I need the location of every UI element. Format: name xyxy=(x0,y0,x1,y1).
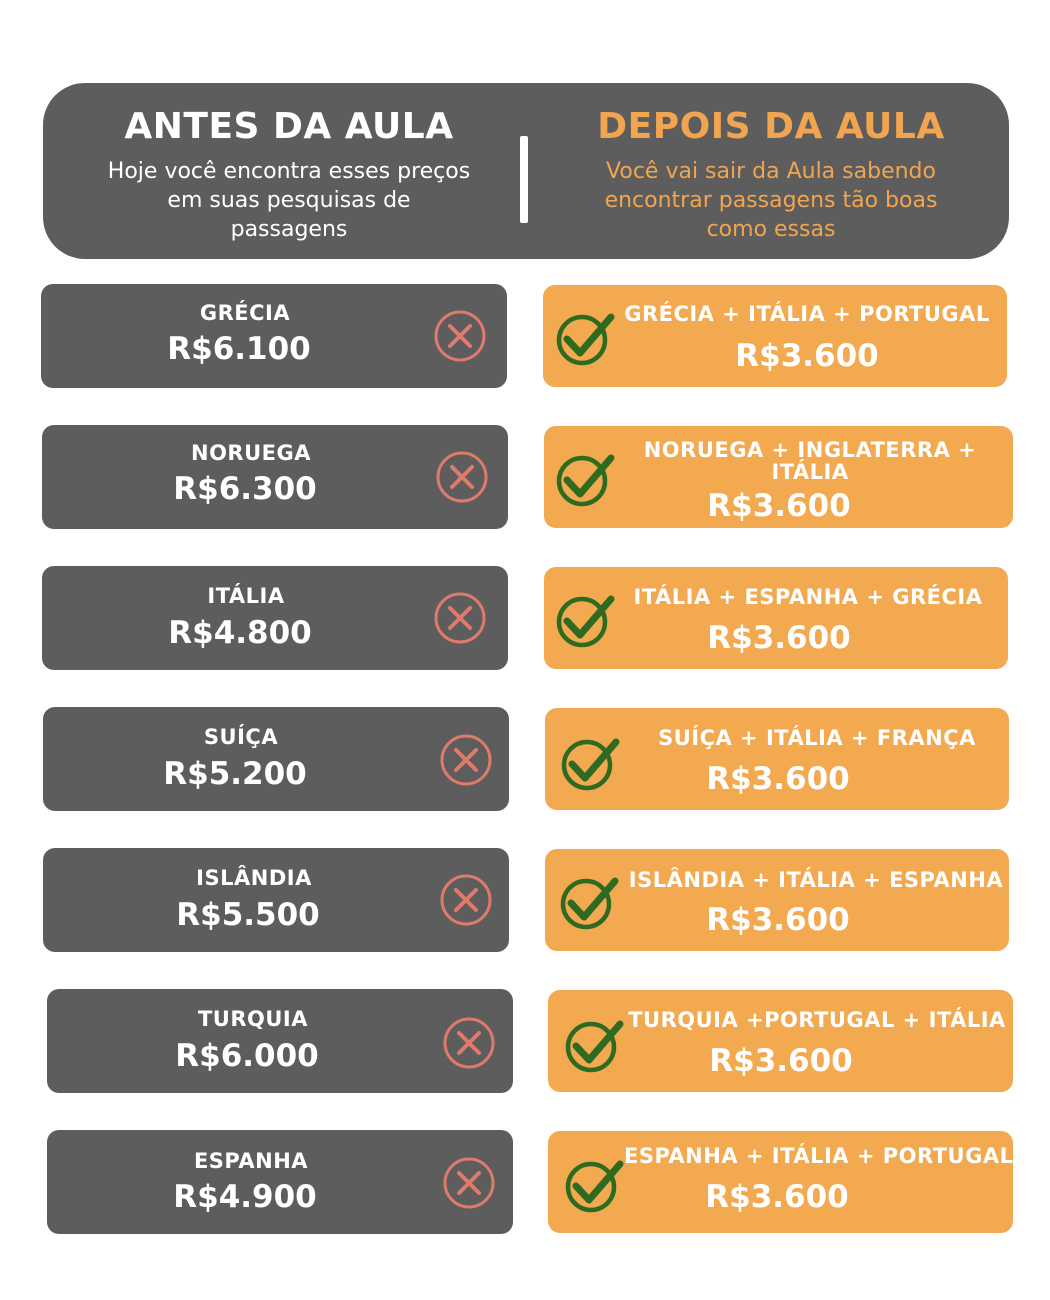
before-card xyxy=(43,707,509,811)
after-card xyxy=(548,1131,1013,1233)
after-route: ITÁLIA + ESPANHA + GRÉCIA xyxy=(633,585,983,609)
after-route: GRÉCIA + ITÁLIA + PORTUGAL xyxy=(624,302,990,326)
after-price: R$3.600 xyxy=(735,338,879,374)
after-column xyxy=(561,105,981,244)
before-destination: ITÁLIA xyxy=(207,584,285,608)
before-destination: GRÉCIA xyxy=(199,301,291,325)
header-divider xyxy=(520,136,528,223)
before-price: R$6.100 xyxy=(167,331,311,367)
before-card xyxy=(43,848,509,952)
after-card xyxy=(545,849,1009,951)
check-circle-icon xyxy=(555,450,617,508)
header-banner xyxy=(43,83,1009,259)
after-route: TURQUIA +PORTUGAL + ITÁLIA xyxy=(628,1008,1006,1032)
before-column xyxy=(79,105,499,244)
x-circle-icon xyxy=(433,309,487,363)
check-circle-icon xyxy=(555,309,617,367)
before-price: R$5.500 xyxy=(176,897,320,933)
before-title: ANTES DA AULA xyxy=(124,106,454,147)
before-destination: ESPANHA xyxy=(193,1149,309,1173)
after-card xyxy=(544,567,1008,669)
before-card xyxy=(41,284,507,388)
after-price: R$3.600 xyxy=(709,1043,853,1079)
before-destination: SUÍÇA xyxy=(203,725,279,749)
before-price: R$6.300 xyxy=(173,471,317,507)
after-price: R$3.600 xyxy=(707,488,851,524)
x-circle-icon xyxy=(442,1016,496,1070)
x-circle-icon xyxy=(439,873,493,927)
before-destination: TURQUIA xyxy=(197,1007,309,1031)
check-circle-icon xyxy=(559,873,621,931)
after-price: R$3.600 xyxy=(706,902,850,938)
after-price: R$3.600 xyxy=(707,620,851,656)
after-price: R$3.600 xyxy=(706,761,850,797)
before-destination: ISLÂNDIA xyxy=(196,866,312,890)
after-route: ESPANHA + ITÁLIA + PORTUGAL xyxy=(624,1144,1014,1168)
after-card xyxy=(543,285,1007,387)
before-card xyxy=(42,425,508,529)
after-card xyxy=(548,990,1013,1092)
before-price: R$4.900 xyxy=(173,1179,317,1215)
before-price: R$5.200 xyxy=(163,756,307,792)
before-price: R$6.000 xyxy=(175,1038,319,1074)
before-card xyxy=(47,1130,513,1234)
after-price: R$3.600 xyxy=(705,1179,849,1215)
after-card xyxy=(545,708,1009,810)
after-route: ISLÂNDIA + ITÁLIA + ESPANHA xyxy=(628,868,1004,892)
after-route: SUÍÇA + ITÁLIA + FRANÇA xyxy=(658,726,976,750)
after-subtitle: Você vai sair da Aula sabendo encontrar passagens tão boas como essas xyxy=(604,159,938,242)
check-circle-icon xyxy=(555,591,617,649)
before-price: R$4.800 xyxy=(168,615,312,651)
after-title: DEPOIS DA AULA xyxy=(597,106,945,147)
x-circle-icon xyxy=(442,1156,496,1210)
x-circle-icon xyxy=(435,450,489,504)
after-card xyxy=(544,426,1013,528)
x-circle-icon xyxy=(433,591,487,645)
x-circle-icon xyxy=(439,733,493,787)
after-route: NORUEGA + INGLATERRA + ITÁLIA xyxy=(643,438,977,484)
before-card xyxy=(47,989,513,1093)
before-subtitle: Hoje você encontra esses preços em suas pesquisas de passagens xyxy=(107,159,471,242)
before-card xyxy=(42,566,508,670)
before-destination: NORUEGA xyxy=(191,441,311,465)
